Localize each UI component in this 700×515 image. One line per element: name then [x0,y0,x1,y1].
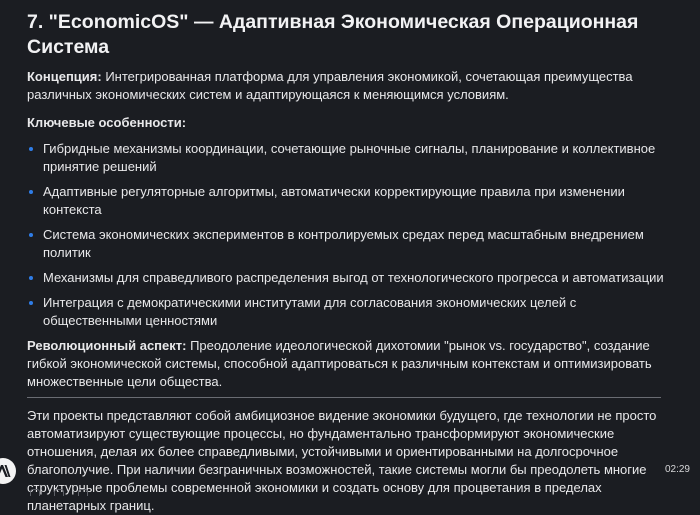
features-list [27,140,667,330]
thumbs-down-icon[interactable] [78,489,88,496]
bullet-icon [29,233,33,237]
revolution-paragraph [27,337,667,391]
concept-text: Интегрированная платформа для управления экономикой, сочетающая преимущества различных экономических систем и адаптирующаяся к меняющимся условиям. [27,69,633,102]
list-item: Механизмы для справедливого распределения выгод от технологического прогресса и автоматизации [27,269,667,287]
message-content [27,10,667,515]
bullet-icon [29,301,33,305]
divider [27,397,661,398]
list-item: Интеграция с демократическими институтами для согласования экономических целей с общественными ценностями [27,294,667,330]
message-timestamp: 02:29 [664,464,690,475]
list-item: Гибридные механизмы координации, сочетающие рыночные сигналы, планирование и коллективное принятие решений [27,140,667,176]
bullet-icon [29,190,33,194]
list-item: Адаптивные регуляторные алгоритмы, автоматически корректирующие правила при изменении контекста [27,183,667,219]
list-item: Система экономических экспериментов в контролируемых средах перед масштабным внедрением политик [27,226,667,262]
copy-icon[interactable] [30,489,40,496]
concept-label: Концепция: [27,69,102,84]
concept-paragraph [27,68,667,104]
message-toolbar [30,489,88,496]
features-heading: Ключевые особенности: [27,115,187,130]
conclusion-paragraph: Эти проекты представляют собой амбициозное видение экономики будущего, где технологии не просто автоматизируют существующие процессы, но фундаментально трансформируют экономические отношения, делая их более справедливыми, устойчивыми и ориентированными на долгосрочное благополучие. При наличии безграничных возможностей, такие системы могли бы преодолеть многие структурные проблемы современной экономики и создать основу для процветания в пределах планетарных границ. [27,408,657,513]
thumbs-up-icon[interactable] [54,489,64,496]
assistant-logo-icon [0,458,16,484]
section-title: 7. "EconomicOS" — Адаптивная Экономическая Операционная Система [27,11,639,58]
revolution-label: Революционный аспект: [27,338,187,353]
bullet-icon [29,147,33,151]
bullet-icon [29,276,33,280]
revolution-text: Преодоление идеологической дихотомии "рынок vs. государство", создание гибкой экономической системы, способной адаптироваться к различным контекстам и оптимизировать множественные цели общества. [27,338,652,389]
